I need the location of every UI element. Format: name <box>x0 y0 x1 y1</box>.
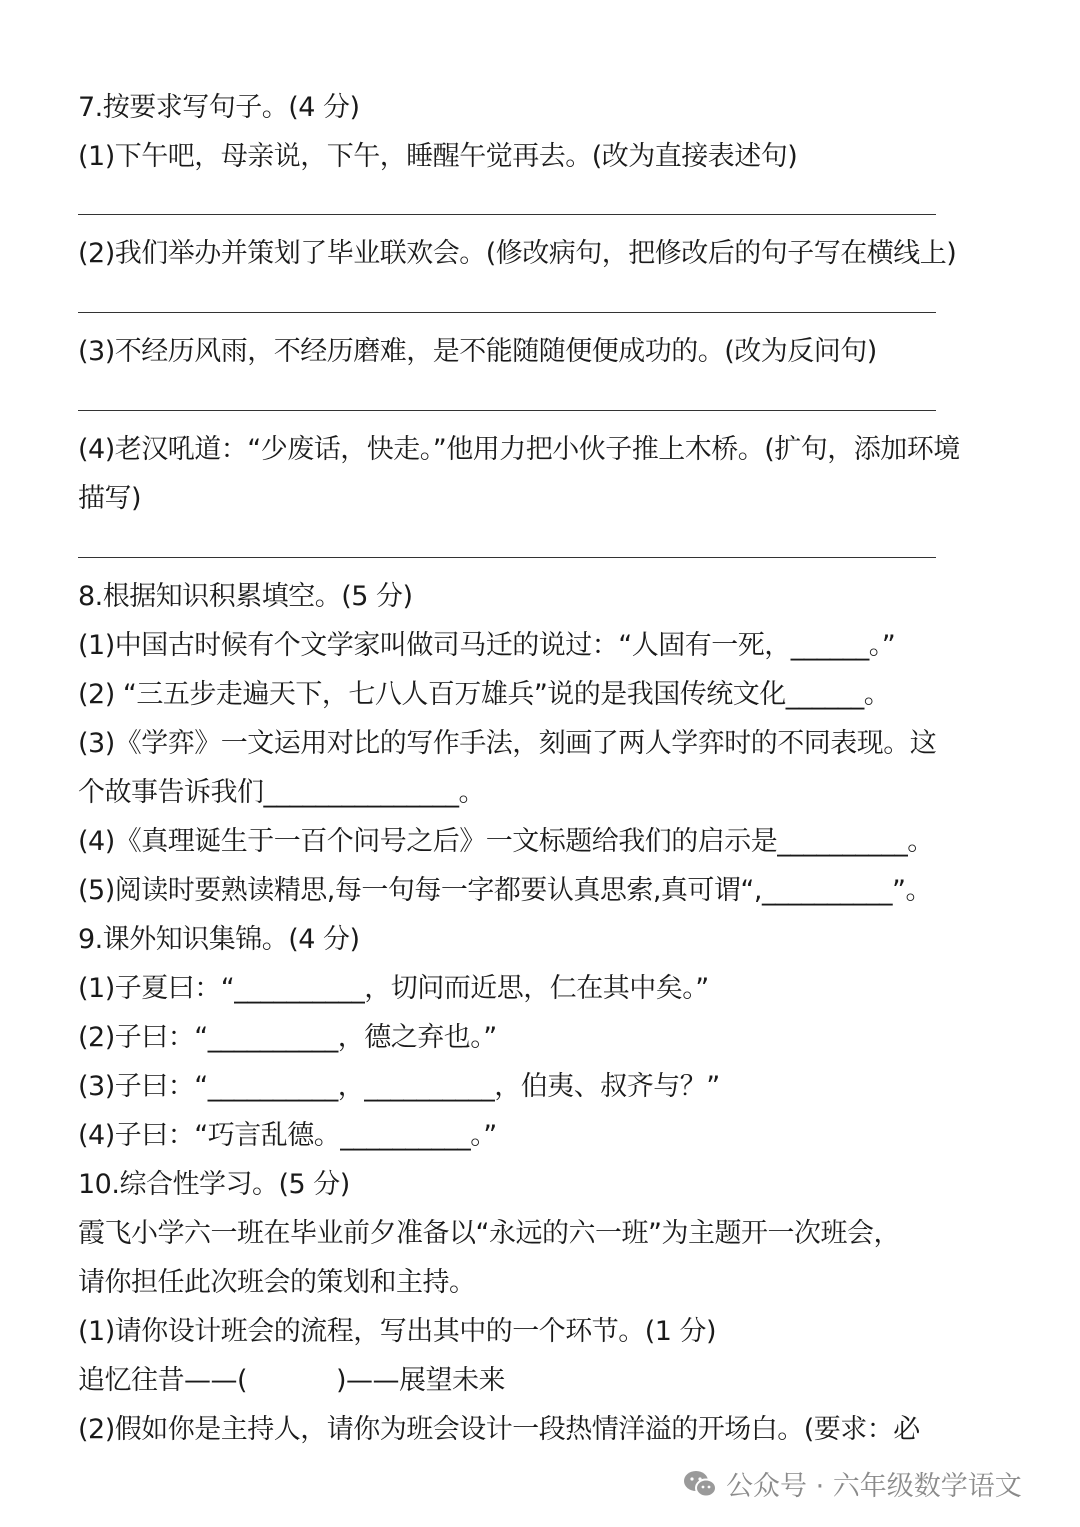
q9-item-3: (3)子曰：“__________，__________，伯夷、叔齐与？” <box>78 1071 720 1102</box>
q10-item-1: (1)请你设计班会的流程，写出其中的一个环节。(1 分) <box>78 1316 717 1347</box>
q8-item-4: (4)《真理诞生于一百个问号之后》一文标题给我们的启示是__________。 <box>78 826 934 857</box>
q9-item-4: (4)子曰：“巧言乱德。__________。” <box>78 1120 497 1151</box>
q10-title: 10.综合性学习。(5 分) <box>78 1169 350 1200</box>
q8-item-3-line-2: 个故事告诉我们_______________。 <box>78 777 485 808</box>
wechat-icon <box>682 1469 718 1499</box>
q9-item-1: (1)子夏曰：“__________，切问而近思，仁在其中矣。” <box>78 973 709 1004</box>
q7-answer-line-4[interactable] <box>78 557 936 558</box>
q7-item-1: (1)下午吧，母亲说，下午，睡醒午觉再去。(改为直接表述句) <box>78 141 798 172</box>
q10-item-2: (2)假如你是主持人，请你为班会设计一段热情洋溢的开场白。(要求：必 <box>78 1414 920 1445</box>
q7-item-2: (2)我们举办并策划了毕业联欢会。(修改病句，把修改后的句子写在横线上) <box>78 238 957 269</box>
q7-title: 7.按要求写句子。(4 分) <box>78 92 360 123</box>
q8-item-1: (1)中国古时候有个文学家叫做司马迁的说过：“人固有一死，______。” <box>78 630 896 661</box>
q8-item-5: (5)阅读时要熟读精思,每一句每一字都要认真思索,真可谓“,__________”。 <box>78 875 932 906</box>
q8-title: 8.根据知识积累填空。(5 分) <box>78 581 413 612</box>
q7-item-4-line-2: 描写) <box>78 483 142 514</box>
watermark-text: 公众号 · 六年级数学语文 <box>726 1471 1022 1502</box>
q7-answer-line-1[interactable] <box>78 214 936 215</box>
q9-item-2: (2)子曰：“__________，德之弃也。” <box>78 1022 497 1053</box>
q8-item-2: (2) “三五步走遍天下，七八人百万雄兵”说的是我国传统文化______。 <box>78 679 891 710</box>
q10-intro-line-2: 请你担任此次班会的策划和主持。 <box>78 1267 476 1298</box>
q10-intro-line-1: 霞飞小学六一班在毕业前夕准备以“永远的六一班”为主题开一次班会， <box>78 1218 900 1249</box>
q7-item-3: (3)不经历风雨，不经历磨难，是不能随随便便成功的。(改为反问句) <box>78 336 877 367</box>
q7-answer-line-2[interactable] <box>78 312 936 313</box>
q9-title: 9.课外知识集锦。(4 分) <box>78 924 360 955</box>
q7-item-4-line-1: (4)老汉吼道：“少废话，快走。”他用力把小伙子推上木桥。(扩句，添加环境 <box>78 434 960 465</box>
q7-answer-line-3[interactable] <box>78 410 936 411</box>
watermark <box>682 1464 1022 1503</box>
q10-flow: 追忆往昔——( )——展望未来 <box>78 1365 505 1396</box>
q8-item-3-line-1: (3)《学弈》一文运用对比的写作手法，刻画了两人学弈时的不同表现。这 <box>78 728 937 759</box>
